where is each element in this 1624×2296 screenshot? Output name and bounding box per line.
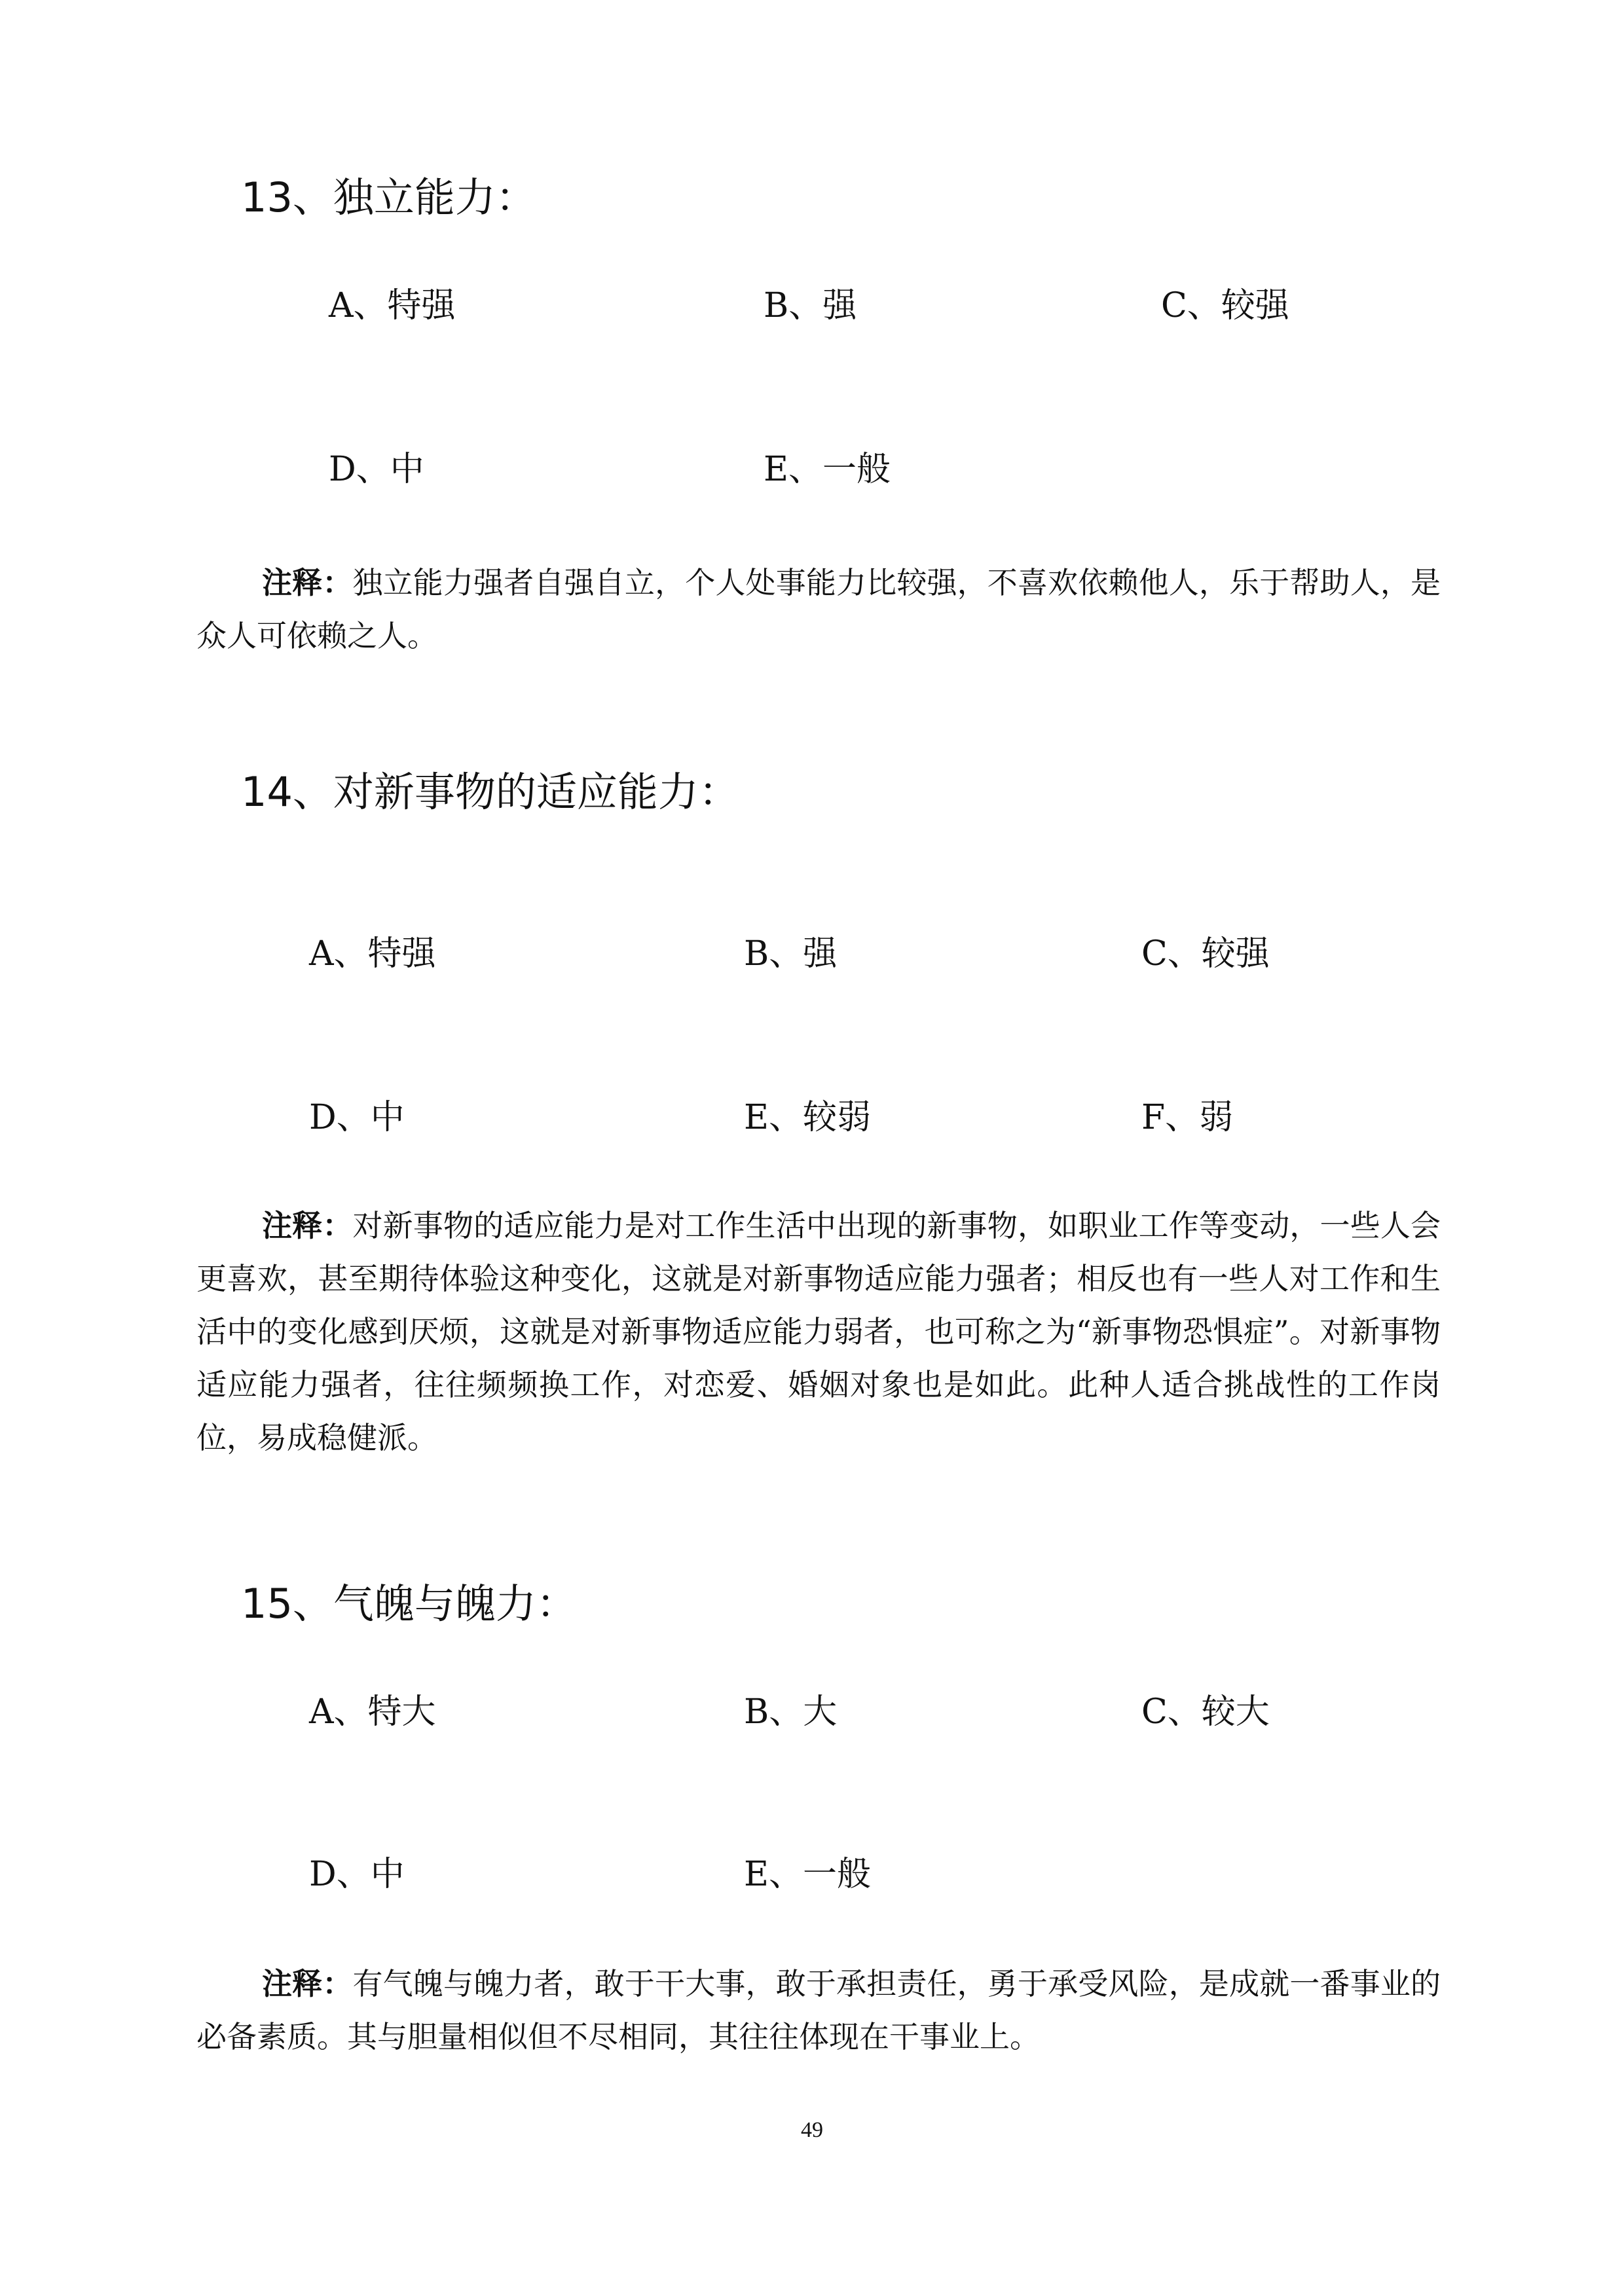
question-13-note-text: 独立能力强者自强自立，个人处事能力比较强，不喜欢依赖他人，乐于帮助人，是众人可依赖之人。 (196, 565, 1441, 653)
question-14-note-label: 注释： (262, 1208, 353, 1243)
question-14-option-c: C、较强 (1141, 934, 1270, 974)
question-13-option-a: A、特强 (329, 286, 456, 325)
question-15-option-b: B、大 (744, 1692, 838, 1732)
question-13-note-label: 注释： (262, 565, 353, 600)
question-14-note (196, 1199, 1441, 1465)
question-15-option-e: E、一般 (744, 1855, 871, 1894)
question-15-note-label: 注释： (262, 1966, 353, 2001)
question-13-option-c: C、较强 (1161, 286, 1289, 325)
question-14-option-a: A、特强 (309, 934, 436, 974)
question-14-option-f: F、弱 (1141, 1098, 1234, 1137)
question-13-note (196, 556, 1441, 663)
question-14-title: 14、对新事物的适应能力： (241, 768, 739, 816)
question-15-option-c: C、较大 (1141, 1692, 1270, 1732)
question-15-option-a: A、特大 (309, 1692, 436, 1732)
question-15-title: 15、气魄与魄力： (241, 1580, 577, 1628)
question-15-note (196, 1958, 1441, 2064)
question-14-option-d: D、中 (309, 1098, 405, 1137)
question-15-option-d: D、中 (309, 1855, 405, 1894)
question-13-option-e: E、一般 (764, 450, 891, 489)
question-14-option-b: B、强 (744, 934, 838, 974)
page-number: 49 (801, 2118, 823, 2142)
question-13-title: 13、独立能力： (241, 173, 536, 221)
question-15-note-text: 有气魄与魄力者，敢于干大事，敢于承担责任，勇于承受风险，是成就一番事业的必备素质。其与胆量相似但不尽相同，其往往体现在干事业上。 (196, 1966, 1441, 2054)
question-13-option-b: B、强 (764, 286, 857, 325)
question-14-option-e: E、较弱 (744, 1098, 871, 1137)
question-14-note-text: 对新事物的适应能力是对工作生活中出现的新事物，如职业工作等变动，一些人会更喜欢，甚至期待体验这种变化，这就是对新事物适应能力强者；相反也有一些人对工作和生活中的变化感到厌烦，这就是对新事物适应能力弱者，也可称之为“新事物恐惧症”。对新事物适应能力强者，往往频频换工作，对恋爱、婚姻对象也是如此。此种人适合挑战性的工作岗位，易成稳健派。 (196, 1208, 1441, 1455)
question-13-option-d: D、中 (329, 450, 424, 489)
